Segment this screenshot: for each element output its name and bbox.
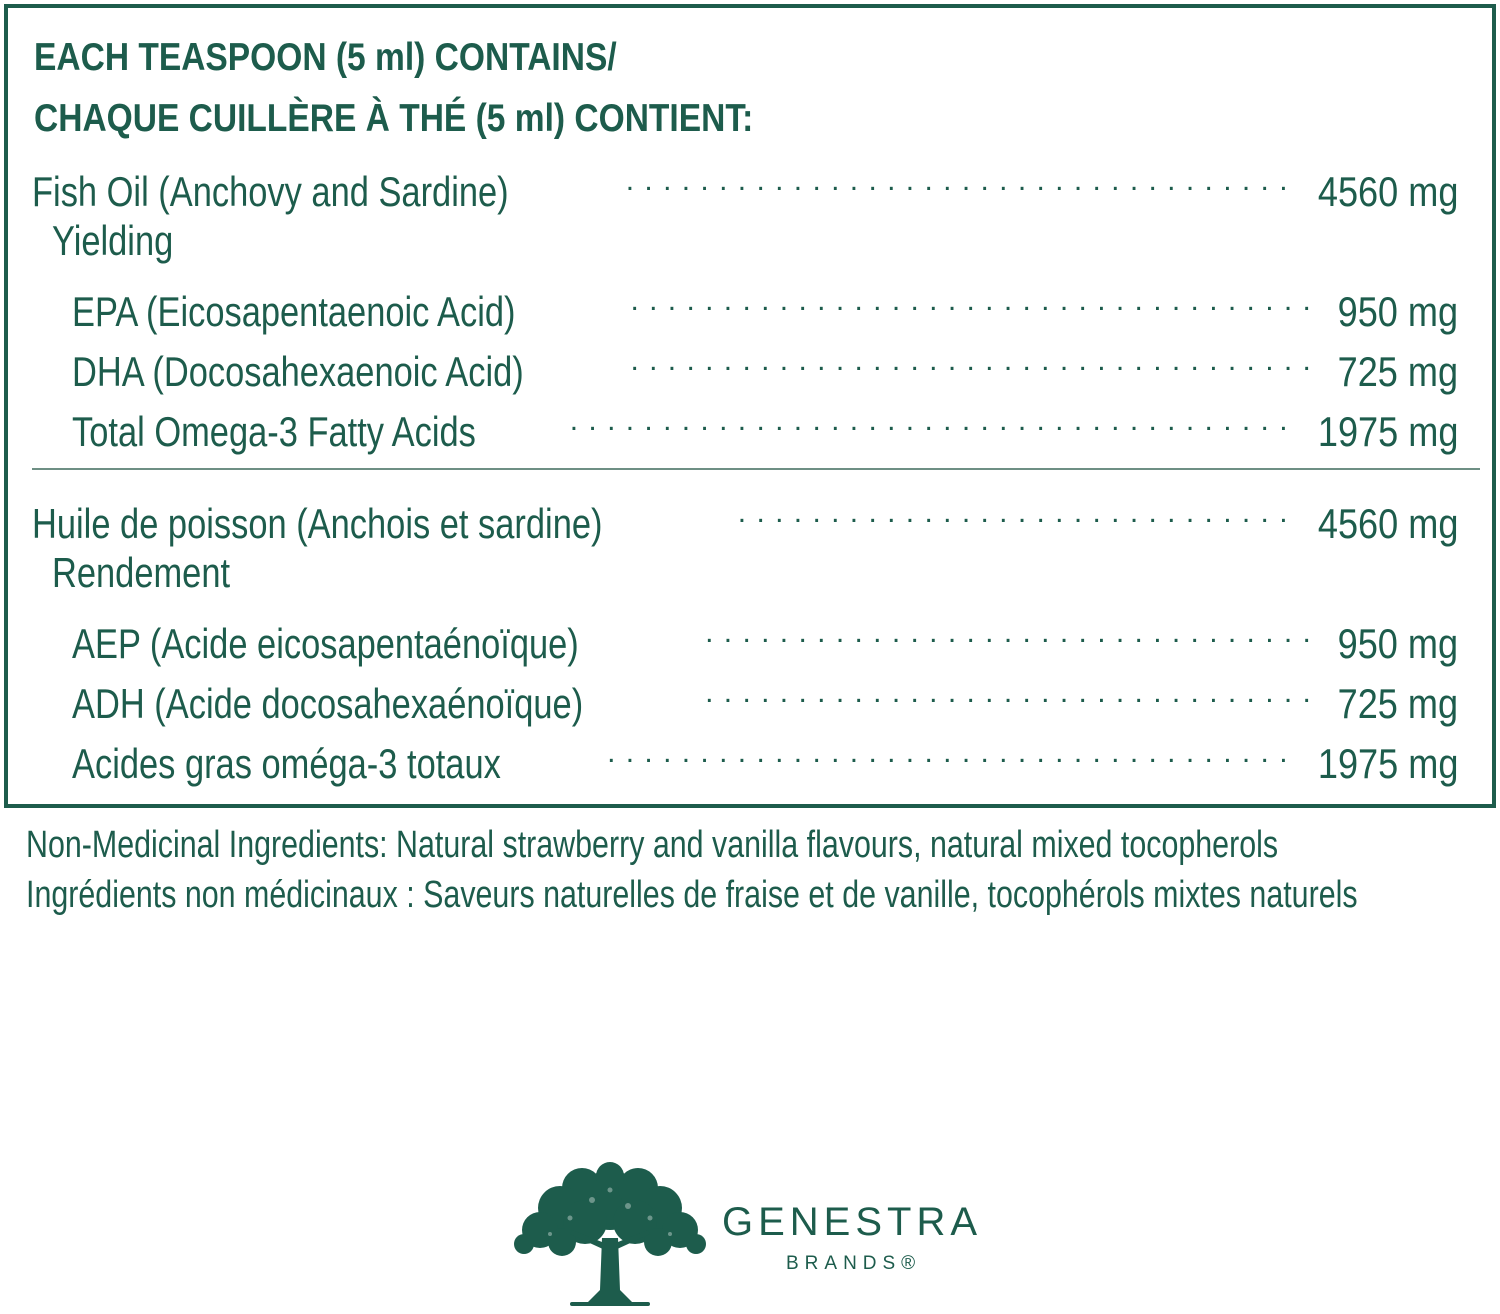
- ingredient-label: ADH (Acide docosahexaénoïque): [72, 680, 584, 727]
- ingredient-label: Acides gras oméga-3 totaux: [72, 740, 501, 787]
- dot-leader: [701, 668, 1312, 718]
- ingredient-label: Total Omega-3 Fatty Acids: [72, 408, 476, 455]
- dot-leader: [619, 276, 1312, 326]
- ingredient-row-huile-poisson: [32, 488, 1458, 547]
- non-medicinal-english: Non-Medicinal Ingredients: Natural strawberry and vanilla flavours, natural mixed tocopherols: [26, 824, 1279, 866]
- ingredient-row-adh: [72, 668, 1458, 727]
- ingredient-amount: 950 mg: [1337, 288, 1458, 335]
- ingredient-label: EPA (Eicosapentaenoic Acid): [72, 288, 516, 335]
- heading-english: EACH TEASPOON (5 ml) CONTAINS/: [34, 36, 617, 79]
- ingredient-label: AEP (Acide eicosapentaénoïque): [72, 620, 579, 667]
- ingredient-amount: 950 mg: [1337, 620, 1458, 667]
- ingredient-row-dha: [72, 336, 1458, 395]
- ingredient-row-acides-gras: [72, 728, 1458, 787]
- ingredient-amount: 4560 mg: [1317, 500, 1458, 547]
- tree-icon: [510, 1160, 710, 1310]
- dot-leader: [571, 396, 1289, 446]
- ingredient-row-aep: [72, 608, 1458, 667]
- heading-french: CHAQUE CUILLÈRE À THÉ (5 ml) CONTIENT:: [34, 97, 754, 140]
- ingredient-row-fish-oil: [32, 156, 1458, 215]
- supplement-facts-panel: [4, 4, 1496, 808]
- ingredient-amount: 1975 mg: [1317, 408, 1458, 455]
- ingredient-row-total-omega3: [72, 396, 1458, 455]
- ingredient-amount: 1975 mg: [1317, 740, 1458, 787]
- dot-leader: [629, 336, 1312, 386]
- brand-name: GENESTRA: [722, 1200, 983, 1244]
- brand-logo: [510, 1160, 1000, 1310]
- brand-subtitle: BRANDS®: [786, 1253, 922, 1274]
- dot-leader: [601, 728, 1289, 778]
- yield-label: Rendement: [52, 549, 231, 596]
- ingredient-amount: 725 mg: [1337, 680, 1458, 727]
- ingredient-amount: 725 mg: [1337, 348, 1458, 395]
- ingredient-label: Huile de poisson (Anchois et sardine): [32, 500, 603, 547]
- ingredient-row-epa: [72, 276, 1458, 335]
- ingredient-label: DHA (Docosahexaenoic Acid): [72, 348, 524, 395]
- yield-label: Yielding: [52, 217, 174, 264]
- ingredient-label: Fish Oil (Anchovy and Sardine): [32, 168, 509, 215]
- non-medicinal-french: Ingrédients non médicinaux : Saveurs naturelles de fraise et de vanille, tocophérols mixtes naturels: [26, 874, 1358, 916]
- ingredient-amount: 4560 mg: [1317, 168, 1458, 215]
- section-divider: [32, 468, 1480, 470]
- dot-leader: [619, 156, 1288, 206]
- dot-leader: [696, 608, 1312, 658]
- dot-leader: [734, 488, 1289, 538]
